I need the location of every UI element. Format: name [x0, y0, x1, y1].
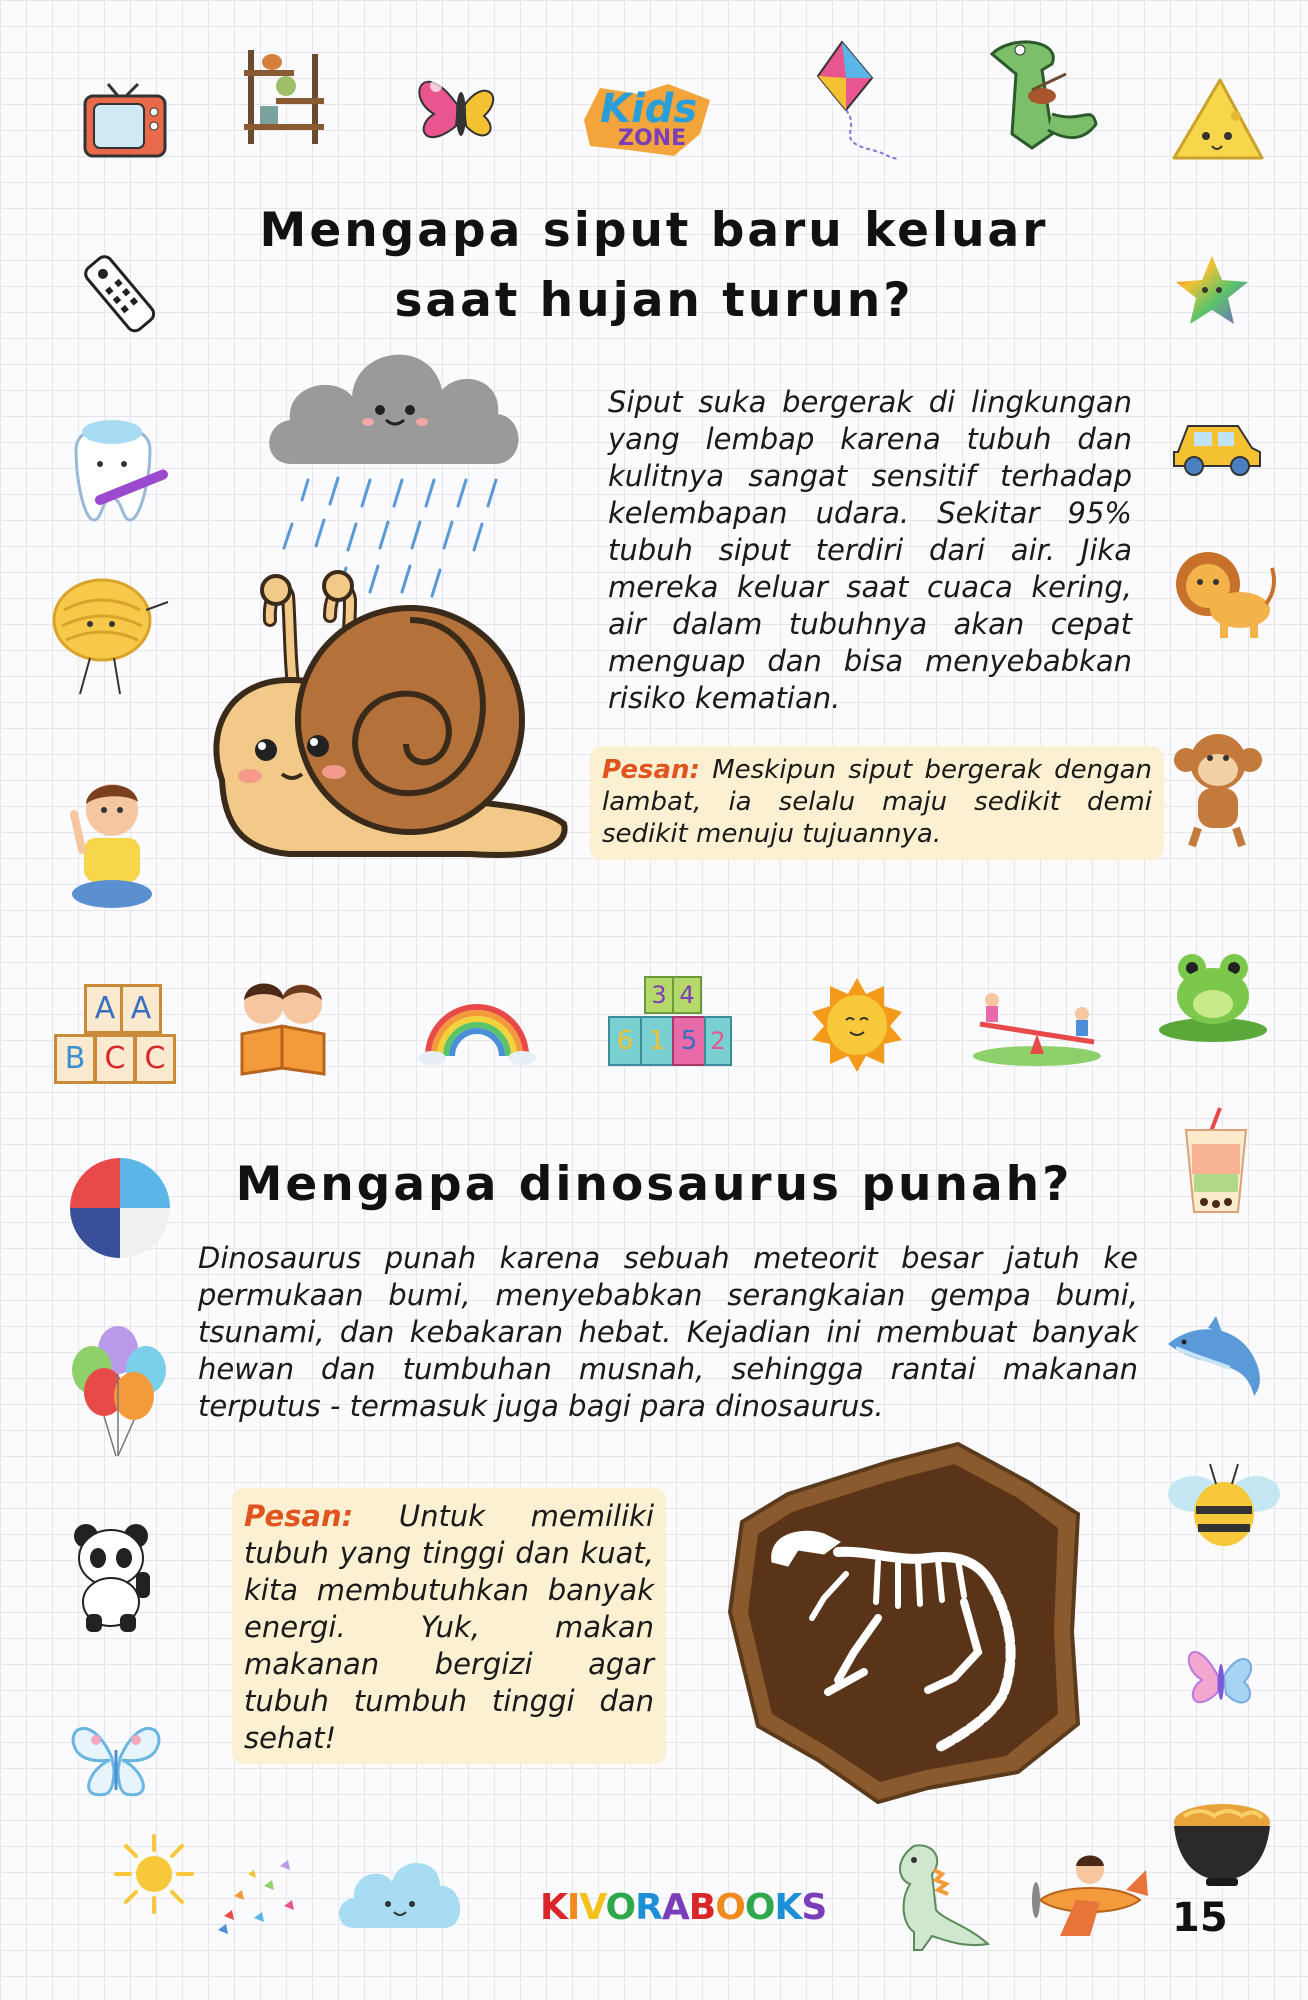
car-icon	[1168, 412, 1264, 478]
section2-paragraph: Dinosaurus punah karena sebuah meteorit besar jatuh ke permukaan bumi, menyebabkan serangkaian gempa bumi, tsunami, dan kebakaran hebat. Kejadian ini membuat banyak hewan dan tumbuhan musnah, sehingga rantai makanan terputus - termasuk juga bagi para dinosaurus.	[198, 1241, 1138, 1423]
boy-icon	[68, 770, 158, 918]
panda-icon	[66, 1520, 156, 1632]
sun-icon	[808, 976, 906, 1074]
section1-message-box	[590, 746, 1164, 860]
block-letter: C	[94, 1034, 136, 1084]
number-blocks-icon	[606, 976, 730, 1072]
kids-reading-icon	[230, 974, 336, 1078]
seesaw-icon	[970, 990, 1104, 1068]
dinosaur-icon	[884, 1840, 990, 1952]
brand-letter: O	[605, 1887, 636, 1928]
section1-paragraph: Siput suka bergerak di lingkungan yang lembap karena tubuh dan kulitnya sangat sensitif terhadap kelembapan udara. Sekitar 95% tubuh siput terdiri dari air. Jika mereka keluar saat cuaca kering, air dalam tubuhnya akan cepat menguap dan bisa menyebabkan risiko kematian.	[608, 385, 1132, 715]
cloud-icon	[332, 1848, 470, 1936]
section2-message-text: Untuk memiliki tubuh yang tinggi dan kuat, kita membutuhkan banyak energi. Yuk, makan makanan bergizi agar tubuh tumbuh tinggi dan sehat!	[244, 1499, 654, 1755]
block-letter: A	[84, 984, 126, 1034]
butterflies-icon	[214, 1856, 300, 1938]
tv-icon	[82, 80, 168, 162]
block-number: 2	[704, 1016, 732, 1066]
ramen-bowl-icon	[1170, 1786, 1274, 1890]
butterfly-icon	[414, 56, 506, 154]
section2-title	[0, 1150, 1308, 1220]
section2-title-line1: Mengapa dinosaurus punah?	[235, 1157, 1073, 1212]
kite-icon	[812, 40, 902, 164]
dinosaur-fossil-illustration	[728, 1442, 1086, 1804]
butterfly-pastel-icon	[1182, 1634, 1260, 1718]
monkey-icon	[1170, 730, 1266, 848]
brand-letter: O	[715, 1887, 745, 1928]
noodle-icon	[50, 570, 174, 698]
cheese-icon	[1170, 76, 1266, 170]
section1-title-line2: saat hujan turun?	[394, 273, 914, 328]
section1-title	[0, 196, 1308, 336]
block-letter: B	[54, 1034, 96, 1084]
brand-letter: I	[566, 1887, 580, 1928]
cat-shelf-icon	[242, 40, 326, 146]
butterfly-outline-icon	[66, 1710, 166, 1808]
block-letter: A	[120, 984, 162, 1034]
brand-letter: S	[801, 1887, 827, 1928]
block-number: 4	[672, 976, 702, 1014]
brand-letter: V	[579, 1887, 606, 1928]
small-sun-icon	[112, 1832, 196, 1916]
brand-letter: R	[635, 1887, 662, 1928]
block-number: 3	[644, 976, 674, 1014]
section2-message-box	[232, 1488, 666, 1764]
tooth-icon	[62, 420, 172, 530]
block-letter: C	[134, 1034, 176, 1084]
brand-letter: K	[540, 1887, 567, 1928]
airplane-pilot-icon	[1030, 1840, 1154, 1940]
section1-message-text: Meskipun siput bergerak dengan lambat, ia selalu maju sedikit demi sedikit menuju tujuannya.	[602, 755, 1152, 849]
bee-icon	[1166, 1460, 1282, 1552]
abc-blocks-icon	[54, 984, 178, 1084]
brand-letter: K	[774, 1887, 802, 1928]
dolphin-icon	[1164, 1314, 1268, 1398]
frog-icon	[1158, 946, 1268, 1042]
brand-letter: O	[744, 1887, 775, 1928]
crocodile-icon	[982, 34, 1098, 152]
kids-zone-logo	[578, 80, 716, 160]
rainbow-icon	[418, 996, 536, 1066]
brand-logo	[540, 1887, 826, 1928]
brand-letter: A	[661, 1887, 689, 1928]
block-number: 5	[672, 1016, 706, 1066]
section1-title-line1: Mengapa siput baru keluar	[259, 203, 1049, 258]
lion-icon	[1170, 548, 1278, 640]
page-number: 15	[1172, 1895, 1228, 1941]
balloons-icon	[64, 1324, 172, 1458]
block-number: 6	[608, 1016, 642, 1066]
block-number: 1	[640, 1016, 674, 1066]
snail-illustration	[210, 560, 580, 866]
brand-letter: B	[688, 1887, 716, 1928]
kids-zone-zone: ZONE	[618, 126, 687, 151]
section2-message-label: Pesan:	[244, 1499, 354, 1533]
kids-zone-kids: Kids	[600, 86, 698, 132]
section1-message-label: Pesan:	[602, 755, 700, 785]
